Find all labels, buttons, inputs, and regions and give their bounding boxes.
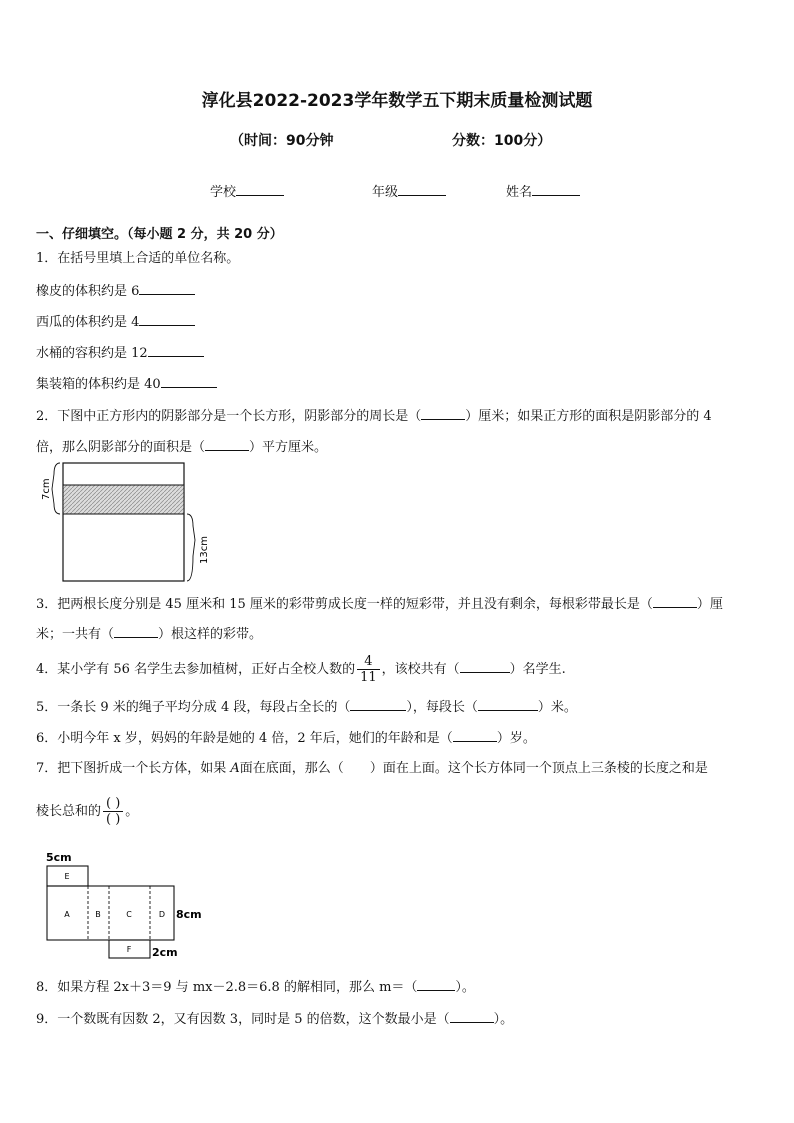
answer-blank[interactable] <box>453 728 497 742</box>
answer-blank[interactable] <box>114 624 158 638</box>
exam-time: （时间：90分钟 <box>230 133 334 149</box>
section-heading: 一、仔细填空。（每小题 2 分，共 20 分） <box>36 227 283 242</box>
label-d: D <box>158 910 166 919</box>
q6-line: 6．小明今年 x 岁，妈妈的年龄是她的 4 倍，2 年后，她们的年龄和是（ ）岁。 <box>36 728 536 748</box>
grade-blank[interactable] <box>398 183 446 196</box>
school-label: 学校 <box>210 185 237 200</box>
page-title: 淳化县2022-2023学年数学五下期末质量检测试题 <box>201 91 593 111</box>
name-blank[interactable] <box>532 183 580 196</box>
dim-8cm: 8cm <box>176 908 202 921</box>
q3-line1: 3．把两根长度分别是 45 厘米和 15 厘米的彩带剪成长度一样的短彩带，并且没有剩余，每根彩带最长是（ ）厘 <box>36 594 723 614</box>
q1-item: 水桶的容积约是 12 <box>36 343 204 363</box>
grade-field[interactable] <box>372 181 446 200</box>
dim-5cm: 5cm <box>46 851 72 864</box>
label-f: F <box>126 945 132 954</box>
square-outline <box>63 463 184 581</box>
q2-line1: 2．下图中正方形内的阴影部分是一个长方形，阴影部分的周长是（ ）厘米；如果正方形的面积是阴影部分的 4 <box>36 406 712 426</box>
label-c: C <box>126 910 132 919</box>
answer-blank[interactable] <box>421 406 465 420</box>
name-label: 姓名 <box>506 185 533 200</box>
q5-line: 5．一条长 9 米的绳子平均分成 4 段，每段占全长的（ ），每段长（ ）米。 <box>36 697 577 717</box>
q4-line: 4．某小学有 56 名学生去参加植树，正好占全校人数的 $\frac{4}{11}$ ，该校共有（ ）名学生. <box>36 654 566 685</box>
q1-item: 西瓜的体积约是 4 <box>36 312 195 332</box>
q7-line1: 7．把下图折成一个长方体，如果 A面在底面，那么（ ）面在上面。这个长方体同一个顶点上三条棱的长度之和是 <box>36 761 708 776</box>
q8-line: 8．如果方程 2x＋3＝9 与 mx－2.8＝6.8 的解相同，那么 m＝（ ）。 <box>36 977 475 997</box>
answer-blank[interactable] <box>139 281 195 295</box>
answer-blank[interactable] <box>450 1009 494 1023</box>
answer-blank[interactable] <box>653 594 697 608</box>
name-field[interactable] <box>506 181 580 200</box>
school-field[interactable] <box>210 181 284 200</box>
answer-blank[interactable] <box>161 374 217 388</box>
label-a: A <box>64 910 70 919</box>
fraction-4-11: $\frac{4}{11}$ <box>357 654 380 685</box>
q2-line2: 倍，那么阴影部分的面积是（ ）平方厘米。 <box>36 437 327 457</box>
cube-net-diagram <box>40 848 220 960</box>
grade-label: 年级 <box>372 185 399 200</box>
shaded-rectangle <box>63 485 184 514</box>
q7-line2: 棱长总和的 $\frac{( )}{( )}$ 。 <box>36 796 139 827</box>
q1-text: 1．在括号里填上合适的单位名称。 <box>36 251 240 266</box>
answer-blank[interactable] <box>148 343 204 357</box>
left-brace <box>52 463 60 514</box>
answer-blank[interactable] <box>139 312 195 326</box>
answer-blank[interactable] <box>460 659 510 673</box>
answer-blank[interactable] <box>417 977 455 991</box>
answer-blank[interactable] <box>350 697 406 711</box>
school-blank[interactable] <box>236 183 284 196</box>
fraction-blank[interactable]: $\frac{( )}{( )}$ <box>103 796 123 827</box>
label-e: E <box>64 872 70 881</box>
answer-blank[interactable] <box>205 437 249 451</box>
label-b: B <box>95 910 101 919</box>
label-7cm: 7cm <box>41 478 52 500</box>
dim-2cm: 2cm <box>152 946 178 959</box>
q3-line2: 米；一共有（ ）根这样的彩带。 <box>36 624 262 644</box>
label-13cm: 13cm <box>199 536 210 564</box>
exam-score: 分数：100分） <box>452 133 552 149</box>
q1-item: 橡皮的体积约是 6 <box>36 281 195 301</box>
q9-line: 9．一个数既有因数 2，又有因数 3，同时是 5 的倍数，这个数最小是（ ）。 <box>36 1009 513 1029</box>
square-diagram <box>36 460 226 585</box>
answer-blank[interactable] <box>478 697 538 711</box>
q1-item: 集装箱的体积约是 40 <box>36 374 217 394</box>
right-brace <box>187 514 195 581</box>
